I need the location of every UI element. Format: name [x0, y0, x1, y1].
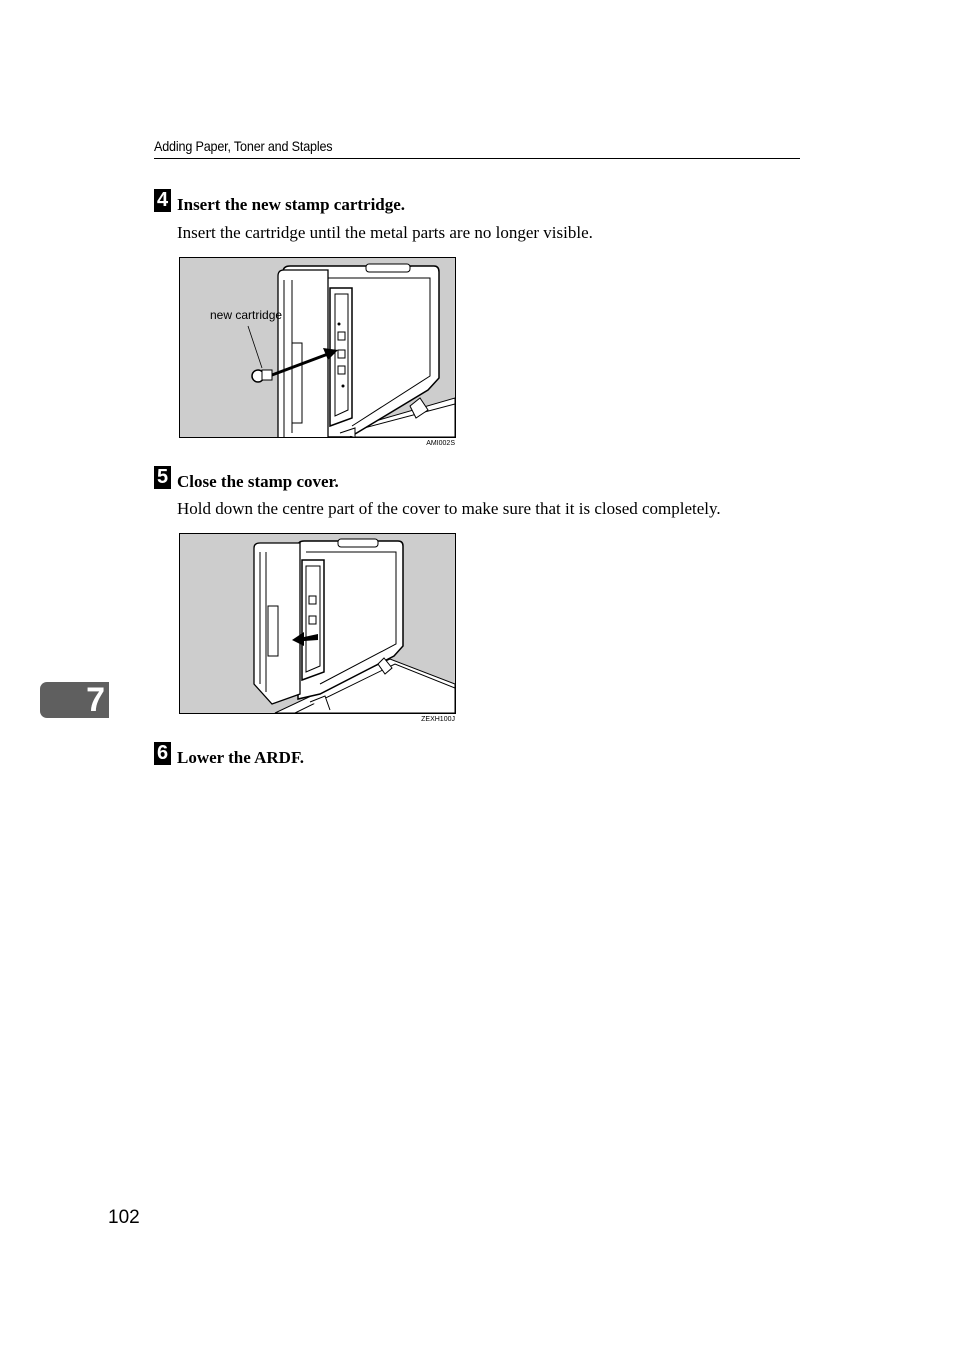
step-number-badge: 5 — [154, 466, 171, 489]
step-title: Lower the ARDF. — [177, 748, 305, 767]
step-number-badge: 4 — [154, 189, 171, 212]
step-title: Insert the new stamp cartridge. — [177, 195, 406, 214]
figure-callout: new cartridge — [210, 308, 283, 322]
step-body: Hold down the centre part of the cover to make sure that it is closed completely. — [177, 499, 721, 518]
ardf-insert-cartridge-illustration — [180, 258, 455, 437]
page-number: 102 — [108, 1207, 140, 1228]
step-title: Close the stamp cover. — [177, 472, 339, 491]
running-header: Adding Paper, Toner and Staples — [154, 138, 333, 154]
step-number-badge: 6 — [154, 742, 171, 765]
step-body: Insert the cartridge until the metal parts are no longer visible. — [177, 223, 593, 242]
ardf-close-cover-illustration — [180, 534, 455, 713]
figure-insert-cartridge — [179, 257, 456, 438]
figure-code: AMI002S — [426, 440, 455, 447]
header-rule — [154, 158, 800, 159]
figure-close-cover — [179, 533, 456, 714]
chapter-tab: 7 — [40, 682, 109, 718]
figure-code: ZEXH100J — [421, 716, 455, 723]
